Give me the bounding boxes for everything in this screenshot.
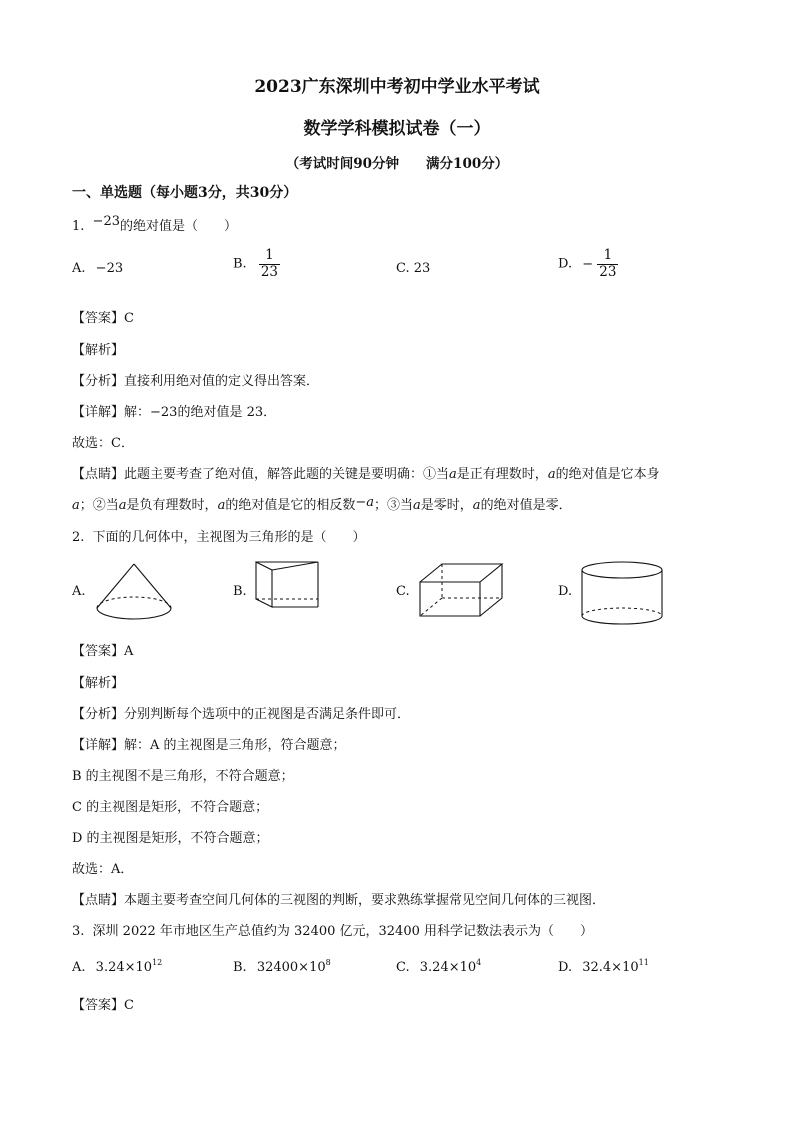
variable-a: a	[118, 498, 127, 513]
q1-option-c	[396, 261, 430, 276]
q3-option-d-exponent: 11	[638, 958, 649, 967]
q3-option-c-exponent: 4	[476, 958, 482, 967]
q1-option-a	[72, 261, 123, 276]
dianjing-text: 本题主要考查空间几何体的三视图的判断，要求熟练掌握常见空间几何体的三视图．	[124, 893, 606, 908]
dianjing-text: 的绝对值是零．	[480, 498, 572, 513]
fraction-numerator: 1	[259, 248, 280, 265]
answer-value: A	[124, 644, 134, 659]
q2-number: 2.	[72, 530, 85, 545]
q1-number: 1.	[72, 219, 85, 234]
fraction-denominator: 23	[599, 263, 617, 280]
q3-option-b-label: B.	[233, 960, 247, 975]
q1-dianjing-line1	[72, 463, 660, 482]
q3-option-d-base: 32.4×10	[582, 960, 639, 975]
dianjing-text: 此题主要考查了绝对值，解答此题的关键是要明确：①当	[124, 467, 450, 482]
q3-answer	[72, 994, 134, 1013]
q3-option-b-base: 32400×10	[256, 960, 326, 975]
q1-value: −23	[92, 214, 120, 229]
q1-option-d-sign: −	[582, 256, 594, 272]
q3-option-d	[558, 958, 649, 975]
q2-dianjing	[72, 889, 605, 908]
variable-a: a	[449, 467, 457, 482]
q2-fenxi	[72, 703, 410, 722]
q2-line-b: B 的主视图不是三角形，不符合题意；	[72, 769, 294, 784]
q1-xiangjie	[72, 401, 276, 420]
q3-option-c	[396, 958, 481, 975]
xiangjie-tag: 【详解】	[72, 405, 125, 420]
q3-stem-text: 深圳 2022 年市地区生产总值约为 32400 亿元，32400 用科学记数法表示为（ ）	[92, 924, 594, 939]
q1-option-a-label: A.	[72, 261, 86, 276]
q1-fenxi	[72, 370, 319, 389]
exam-info: （考试时间90分钟 满分100分）	[285, 156, 509, 172]
cone-figure	[92, 560, 182, 630]
fenxi-tag: 【分析】	[72, 374, 125, 389]
q3-option-a-label: A.	[72, 960, 86, 975]
dianjing-text: 是零时，	[420, 498, 473, 513]
q2-option-b-label: B.	[233, 584, 247, 599]
q1-option-b	[233, 248, 280, 280]
variable-a: a	[547, 467, 556, 482]
q1-option-d-fraction	[597, 248, 618, 280]
q2-option-d-label: D.	[558, 584, 573, 599]
q1-choice: 故选：C．	[72, 436, 134, 451]
answer-tag: 【答案】	[72, 998, 125, 1013]
q1-option-c-text: 23	[413, 261, 431, 276]
q1-dianjing-line2	[72, 494, 572, 513]
q1-stem	[72, 215, 237, 234]
variable-a: a	[472, 498, 481, 513]
q3-number: 3.	[72, 924, 85, 939]
dianjing-text: 是负有理数时，	[126, 498, 218, 513]
dianjing-tag: 【点睛】	[72, 893, 125, 908]
xiangjie-text: 解：A 的主视图是三角形，符合题意；	[124, 738, 346, 753]
q1-option-b-label: B.	[233, 256, 247, 272]
fenxi-tag: 【分析】	[72, 707, 125, 722]
negative-a: −a	[355, 495, 374, 510]
q2-stem-text: 下面的几何体中，主视图为三角形的是（ ）	[92, 530, 366, 545]
exam-subtitle: 数学学科模拟试卷（一）	[303, 119, 491, 139]
q1-option-d-label: D.	[558, 256, 573, 272]
q1-option-b-fraction	[259, 248, 280, 280]
variable-a: a	[72, 498, 80, 513]
q3-stem	[72, 920, 593, 939]
cylinder-figure	[580, 560, 670, 630]
q2-option-a-label: A.	[72, 584, 86, 599]
answer-value: C	[124, 998, 134, 1013]
q1-option-a-text: −23	[95, 261, 124, 276]
q1-option-c-label: C.	[396, 261, 410, 276]
cuboid-figure	[418, 560, 508, 630]
xiangjie-text: 解：−23的绝对值是 23．	[124, 405, 277, 420]
q2-line-d: D 的主视图是矩形，不符合题意；	[72, 831, 269, 846]
answer-tag: 【答案】	[72, 311, 125, 326]
q1-analysis-tag: 【解析】	[72, 343, 125, 358]
q3-option-b-exponent: 8	[325, 958, 331, 967]
q3-option-c-label: C.	[396, 960, 410, 975]
q3-option-c-base: 3.24×10	[419, 960, 477, 975]
dianjing-text: ；②当	[79, 498, 119, 513]
q2-analysis-tag: 【解析】	[72, 676, 125, 691]
q2-choice: 故选：A．	[72, 862, 134, 877]
q3-option-a	[72, 958, 162, 975]
triangular-prism-figure	[254, 560, 334, 630]
dianjing-text: 的绝对值是它本身	[555, 467, 660, 482]
q2-answer	[72, 640, 133, 659]
q3-option-a-exponent: 12	[152, 958, 163, 967]
q3-option-a-base: 3.24×10	[95, 960, 153, 975]
fraction-denominator: 23	[260, 263, 279, 280]
variable-a: a	[413, 498, 421, 513]
q2-stem	[72, 526, 366, 545]
q3-option-b	[233, 958, 331, 975]
q1-stem-text: 的绝对值是（ ）	[119, 219, 237, 234]
fenxi-text: 分别判断每个选项中的正视图是否满足条件即可．	[124, 707, 411, 722]
xiangjie-tag: 【详解】	[72, 738, 125, 753]
fraction-numerator: 1	[597, 248, 618, 265]
variable-a: a	[217, 498, 226, 513]
dianjing-text: ；③当	[374, 498, 414, 513]
answer-tag: 【答案】	[72, 644, 125, 659]
q1-answer	[72, 307, 134, 326]
q2-line-c: C 的主视图是矩形，不符合题意；	[72, 800, 269, 815]
section-heading: 一、单选题（每小题3分，共30分）	[72, 185, 298, 201]
answer-value: C	[124, 311, 134, 326]
fenxi-text: 直接利用绝对值的定义得出答案．	[124, 374, 320, 389]
q1-option-d	[558, 248, 618, 280]
q2-xiangjie	[72, 734, 346, 753]
exam-title: 2023广东深圳中考初中学业水平考试	[254, 77, 540, 97]
q2-option-c-label: C.	[396, 584, 410, 599]
q3-option-d-label: D.	[558, 960, 573, 975]
dianjing-text: 是正有理数时，	[456, 467, 548, 482]
dianjing-tag: 【点睛】	[72, 467, 125, 482]
dianjing-text: 的绝对值是它的相反数	[225, 498, 356, 513]
